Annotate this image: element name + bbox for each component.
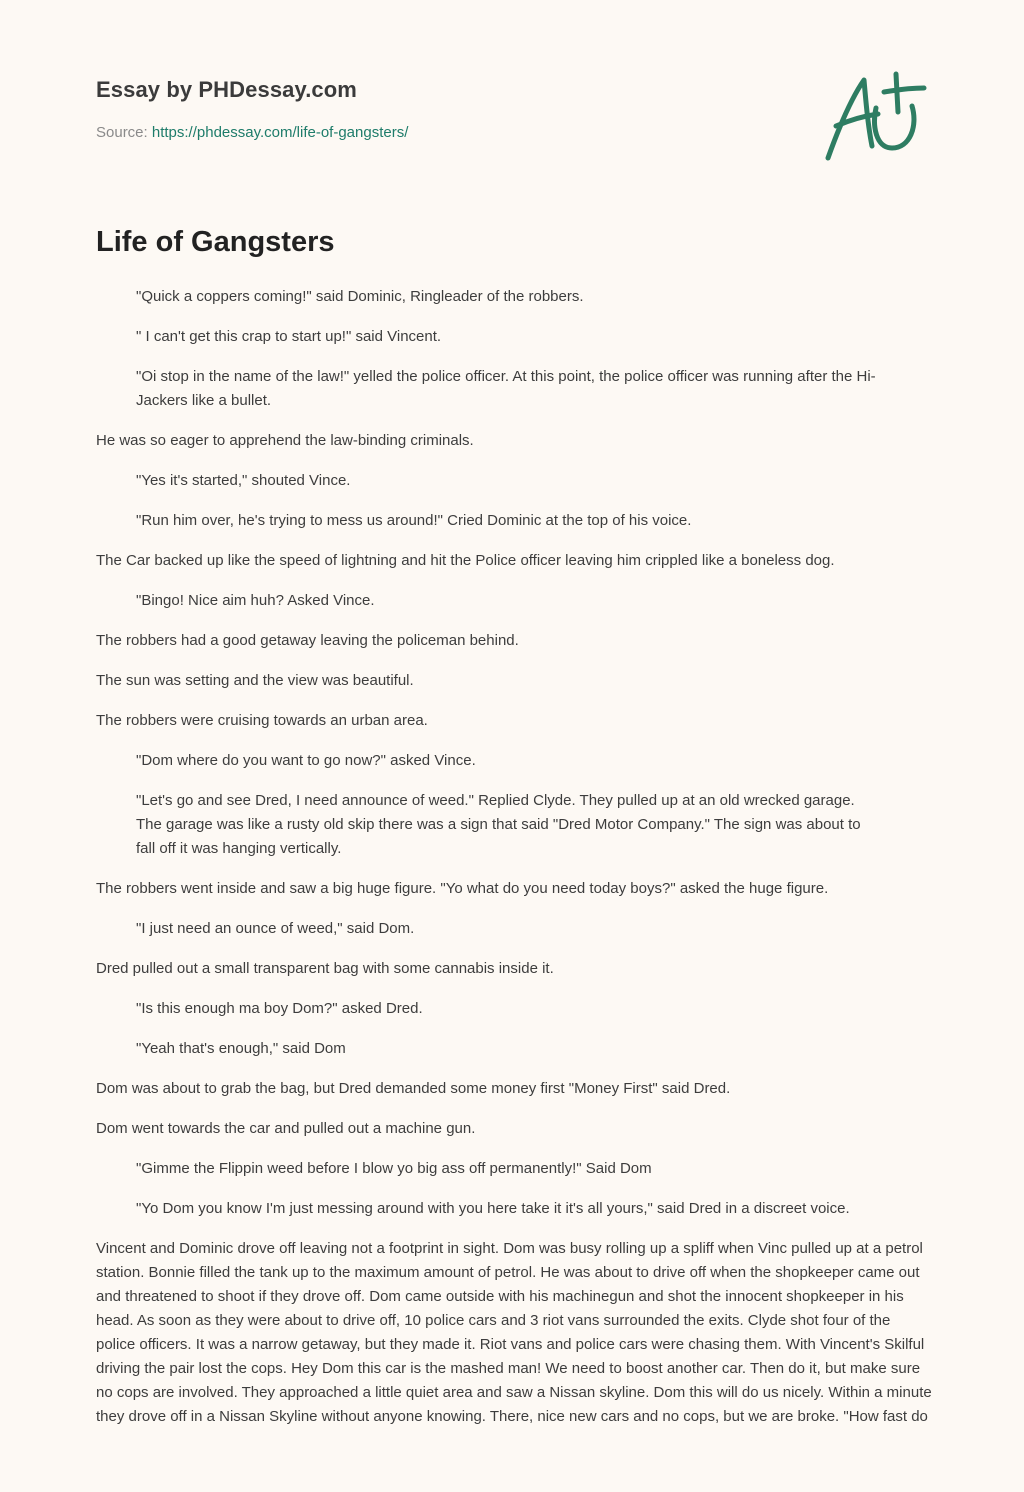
essay-paragraph: " I can't get this crap to start up!" said Vincent.: [136, 328, 442, 345]
a-plus-grade-logo-icon: [820, 68, 930, 168]
essay-paragraph: "Let's go and see Dred, I need announce of weed." Replied Clyde. They pulled up at an old wrecked garage. The garage was like a rusty old skip there was a sign that said "Dred Motor Company." The sign was about to fall off it was hanging vertically.: [136, 792, 861, 857]
essay-paragraph: The Car backed up like the speed of lightning and hit the Police officer leaving him crippled like a boneless dog.: [96, 552, 835, 569]
essay-paragraph: "Run him over, he's trying to mess us around!" Cried Dominic at the top of his voice.: [136, 512, 692, 529]
essay-title: Life of Gangsters: [96, 226, 335, 258]
essay-paragraph: The robbers had a good getaway leaving the policeman behind.: [96, 632, 519, 649]
essay-paragraph: The robbers were cruising towards an urban area.: [96, 712, 428, 729]
essay-paragraph: "Yo Dom you know I'm just messing around with you here take it it's all yours," said Dred in a discreet voice.: [136, 1200, 850, 1217]
essay-paragraph: Dom went towards the car and pulled out a machine gun.: [96, 1120, 476, 1137]
essay-paragraph: "I just need an ounce of weed," said Dom.: [136, 920, 415, 937]
essay-paragraph: "Oi stop in the name of the law!" yelled the police officer. At this point, the police officer was running after the Hi-Jackers like a bullet.: [136, 368, 876, 409]
essay-paragraph: The sun was setting and the view was beautiful.: [96, 672, 414, 689]
essay-paragraph: "Is this enough ma boy Dom?" asked Dred.: [136, 1000, 423, 1017]
site-brand: Essay by PHDessay.com: [96, 77, 357, 102]
essay-paragraph: "Dom where do you want to go now?" asked Vince.: [136, 752, 476, 769]
source-line: [96, 124, 408, 141]
essay-paragraph: Dred pulled out a small transparent bag with some cannabis inside it.: [96, 960, 554, 977]
essay-paragraph: "Gimme the Flippin weed before I blow yo big ass off permanently!" Said Dom: [136, 1160, 652, 1177]
source-label: Source:: [96, 124, 152, 141]
essay-paragraph: Vincent and Dominic drove off leaving not a footprint in sight. Dom was busy rolling up a spliff when Vinc pulled up at a petrol station. Bonnie filled the tank up to the maximum amount of petrol. He was about to drive off when the shopkeeper came out and threatened to shoot if they drove off. Dom came outside with his machinegun and shot the innocent shopkeeper in his head. As soon as they were about to drive off, 10 police cars and 3 riot vans surrounded the exits. Clyde shot four of the police officers. It was a narrow getaway, but they made it. Riot vans and police cars were chasing them. With Vincent's Skilful driving the pair lost the cops. Hey Dom this car is the mashed man! We need to boost another car. Then do it, but make sure no cops are involved. They approached a little quiet area and saw a Nissan skyline. Dom this will do us nicely. Within a minute they drove off in a Nissan Skyline without anyone knowing. There, nice new cars and no cops, but we are broke. "How fast do: [96, 1240, 932, 1425]
source-link[interactable]: https://phdessay.com/life-of-gangsters/: [151, 124, 409, 141]
essay-paragraph: Dom was about to grab the bag, but Dred demanded some money first "Money First" said Dred.: [96, 1080, 731, 1097]
essay-paragraph: The robbers went inside and saw a big huge figure. "Yo what do you need today boys?" asked the huge figure.: [96, 880, 829, 897]
essay-paragraph: "Bingo! Nice aim huh? Asked Vince.: [136, 592, 375, 609]
essay-paragraph: He was so eager to apprehend the law-binding criminals.: [96, 432, 474, 449]
essay-paragraph: "Yeah that's enough," said Dom: [136, 1040, 346, 1057]
essay-paragraph: "Quick a coppers coming!" said Dominic, Ringleader of the robbers.: [136, 288, 584, 305]
essay-paragraph: "Yes it's started," shouted Vince.: [136, 472, 351, 489]
essay-body: [96, 285, 932, 1445]
